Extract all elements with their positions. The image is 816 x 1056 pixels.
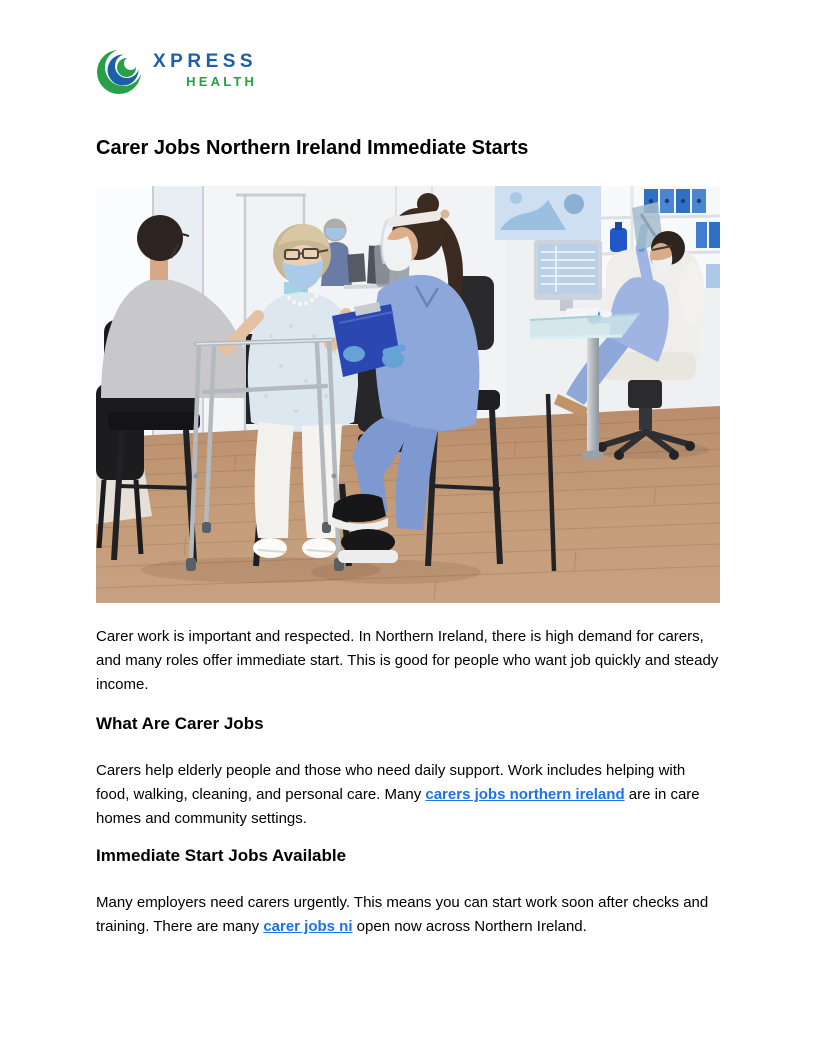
paragraph-text: are in care homes and community settings. — [96, 786, 700, 827]
intro-paragraph: Carer work is important and respected. In Northern Ireland, there is high demand for carers, and many roles offer immediate start. This is good for people who want job quickly and steady income. — [96, 628, 719, 693]
paragraph-text: Carers help elderly people and those who need daily support. Work includes helping with food, walking, cleaning, and personal care. Many — [96, 762, 686, 803]
brand-logo-text — [153, 52, 257, 89]
link-carers-jobs-northern-ireland[interactable]: carers jobs northern ireland — [425, 786, 625, 803]
clinic-scene-illustration — [96, 186, 720, 603]
section-paragraph-immediate-start-jobs — [96, 891, 720, 939]
xpress-health-logo-icon — [96, 45, 146, 97]
section-heading-immediate-start-jobs: Immediate Start Jobs Available — [96, 846, 347, 865]
section-paragraph-what-are-carer-jobs — [96, 759, 720, 831]
section-heading-what-are-carer-jobs: What Are Carer Jobs — [96, 714, 264, 733]
paragraph-text: Many employers need carers urgently. This means you can start work soon after checks and training. There are many — [96, 894, 709, 935]
link-carer-jobs-ni[interactable]: carer jobs ni — [263, 918, 353, 935]
brand-name-xpress: XPRESS — [153, 51, 258, 72]
brand-name-health: HEALTH — [186, 74, 258, 89]
paragraph-text: open now across Northern Ireland. — [352, 918, 587, 935]
hero-image — [96, 186, 720, 603]
page-title: Carer Jobs Northern Ireland Immediate Starts — [96, 137, 529, 159]
brand-logo — [96, 45, 720, 97]
